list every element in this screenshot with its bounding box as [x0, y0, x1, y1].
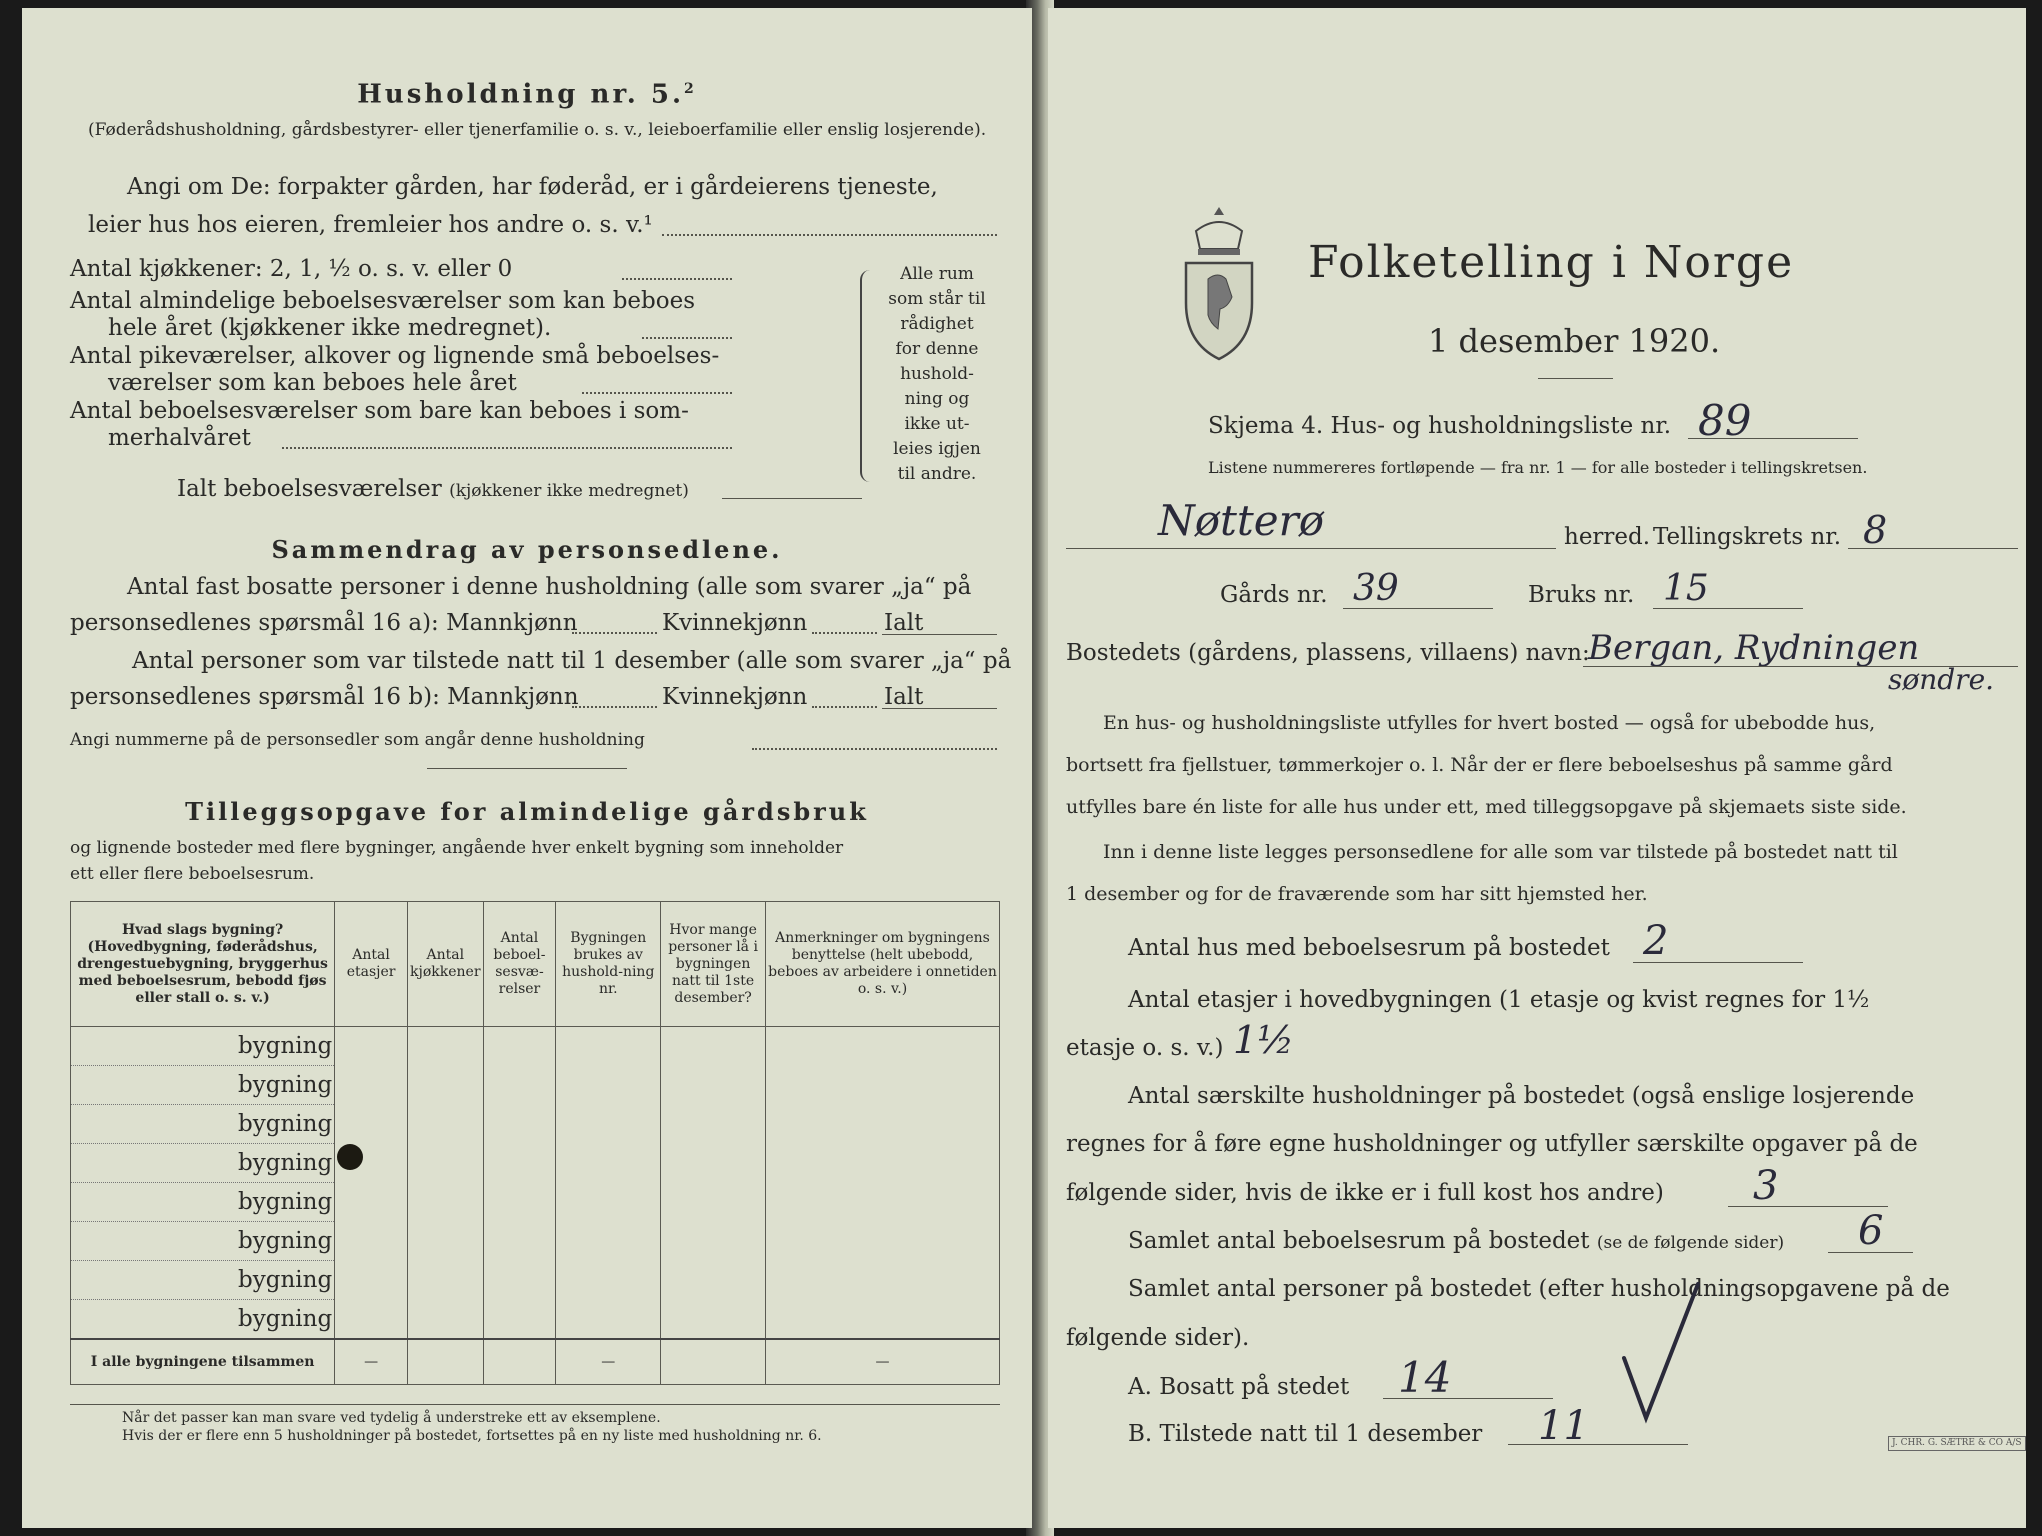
table-cell [408, 1105, 484, 1144]
tillegg-line-1: og lignende bosteder med flere bygninger, angående hver enkelt bygning som inneholder [70, 838, 844, 858]
table-cell [556, 1300, 661, 1340]
samlet-rum-label: Samlet antal beboelsesrum på bostedet (se de følgende sider) [1128, 1228, 1785, 1254]
table-row [71, 1027, 1000, 1066]
table-total-cell: — [765, 1339, 999, 1385]
tilstede-label: B. Tilstede natt til 1 desember [1128, 1421, 1483, 1447]
rooms-line-4: værelser som kan beboes hele året [108, 370, 517, 396]
bosted-label: Bostedets (gårdens, plassens, villaens) navn: [1066, 640, 1590, 666]
rooms-line-6: merhalvåret [108, 425, 251, 451]
table-cell [483, 1027, 556, 1066]
table-cell [335, 1222, 408, 1261]
footnote-1: Når det passer kan man svare ved tydelig å understreke ett av eksemplene. [122, 1410, 661, 1426]
table-cell [661, 1261, 766, 1300]
samlet-rum-value: 6 [1858, 1208, 1884, 1254]
brace-note-line: hushold- [900, 364, 974, 384]
table-row [71, 1066, 1000, 1105]
table-cell [661, 1027, 766, 1066]
table-cell: bygning [71, 1183, 335, 1222]
table-cell: bygning [71, 1261, 335, 1300]
table-cell [483, 1183, 556, 1222]
kvinne-label-1: Kvinnekjønn [662, 610, 808, 636]
table-cell [408, 1144, 484, 1183]
checkmark-icon [1618, 1278, 1708, 1428]
brace-note-line: til andre. [897, 464, 977, 484]
table-row [71, 1183, 1000, 1222]
table-cell [661, 1300, 766, 1340]
table-header-cell: Bygningen brukes av hushold-ning nr. [556, 902, 661, 1027]
table-total-cell: I alle bygningene tilsammen [71, 1339, 335, 1385]
bruks-value: 15 [1663, 568, 1709, 609]
table-cell [556, 1261, 661, 1300]
table-cell [765, 1300, 999, 1340]
household-title: Husholdning nr. 5.$^2$ [357, 79, 697, 110]
etasjer-line-2: etasje o. s. v.) [1066, 1035, 1224, 1061]
right-page [1048, 8, 2026, 1528]
household-intro: (Føderådshusholdning, gårdsbestyrer- eller tjenerfamilie o. s. v., leieboerfamilie eller enslig losjerende). [88, 120, 987, 140]
hus-label: Antal hus med beboelsesrum på bostedet [1128, 935, 1610, 961]
summary-line-2: personsedlenes spørsmål 16 a): Mannkjønn [70, 610, 578, 636]
summary-line-1: Antal fast bosatte personer i denne husholdning (alle som svarer „ja“ på [127, 574, 972, 600]
samlet-pers-line-2: følgende sider). [1066, 1325, 1250, 1351]
table-total-row [71, 1339, 1000, 1385]
skjema-label: Skjema 4. Hus- og husholdningsliste nr. [1208, 413, 1672, 439]
brace-note-line: rådighet [900, 314, 974, 334]
table-cell [483, 1066, 556, 1105]
table-total-cell: — [335, 1339, 408, 1385]
table-cell [661, 1222, 766, 1261]
table-header-cell: Hvor mange personer lå i bygningen natt til 1ste desember? [661, 902, 766, 1027]
brace-note [872, 262, 1002, 487]
printer-stamp: J. CHR. G. SÆTRE & CO A/S [1888, 1436, 2026, 1451]
table-cell [335, 1183, 408, 1222]
rooms-line-2: hele året (kjøkkener ikke medregnet). [108, 315, 552, 341]
table-cell [661, 1144, 766, 1183]
rooms-line-5: Antal beboelsesværelser som bare kan beboes i som- [70, 398, 689, 424]
table-cell [483, 1300, 556, 1340]
gards-value: 39 [1353, 568, 1399, 609]
table-cell [483, 1105, 556, 1144]
brace-note-line: ning og [904, 389, 970, 409]
table-cell [661, 1105, 766, 1144]
table-cell [661, 1066, 766, 1105]
left-page [22, 8, 1032, 1528]
bosted-value-2: søndre. [1888, 663, 1995, 696]
brace-note-line: leies igjen [893, 439, 981, 459]
table-row [71, 1105, 1000, 1144]
ask-line-2: leier hus hos eieren, fremleier hos andre o. s. v.¹ [88, 212, 653, 238]
table-header-cell: Antal beboel-sesvæ-relser [483, 902, 556, 1027]
census-title: Folketelling i Norge [1308, 237, 1795, 288]
hus-value: 2 [1643, 918, 1669, 964]
table-total-cell: — [556, 1339, 661, 1385]
gards-label: Gårds nr. [1220, 582, 1328, 608]
p2-line-2: 1 desember og for de fraværende som har sitt hjemsted her. [1066, 883, 1648, 905]
table-cell [556, 1066, 661, 1105]
table-cell: bygning [71, 1066, 335, 1105]
rooms-line-1: Antal almindelige beboelsesværelser som kan beboes [70, 288, 696, 314]
brace-note-line: ikke ut- [904, 414, 970, 434]
table-cell [483, 1222, 556, 1261]
bosted-value-1: Bergan, Rydningen [1588, 628, 1920, 668]
kvinne-label-2: Kvinnekjønn [662, 684, 808, 710]
table-cell: bygning [71, 1144, 335, 1183]
rooms-line-0: Antal kjøkkener: 2, 1, ½ o. s. v. eller 0 [70, 256, 513, 282]
census-date: 1 desember 1920. [1428, 322, 1721, 360]
table-row [71, 1261, 1000, 1300]
table-row [71, 1222, 1000, 1261]
tilstede-value: 11 [1538, 1403, 1589, 1449]
tillegg-line-2: ett eller flere beboelsesrum. [70, 864, 315, 884]
ink-blot [337, 1144, 363, 1170]
table-cell [556, 1183, 661, 1222]
footnote-2: Hvis der er flere enn 5 husholdninger på bostedet, fortsettes på en ny liste med husholdning nr. 6. [122, 1428, 822, 1444]
saer-line-1: Antal særskilte husholdninger på bostedet (også enslige losjerende [1128, 1083, 1915, 1109]
table-cell [661, 1183, 766, 1222]
saer-line-2: regnes for å føre egne husholdninger og utfyller særskilte opgaver på de [1066, 1131, 1918, 1157]
brace-note-line: for denne [895, 339, 979, 359]
herred-label: herred. [1564, 524, 1651, 550]
p1-line-1: En hus- og husholdningsliste utfylles for hvert bosted — også for ubebodde hus, [1103, 712, 1876, 734]
table-cell [765, 1027, 999, 1066]
table-cell [335, 1027, 408, 1066]
krets-label: Tellingskrets nr. [1653, 524, 1842, 550]
table-cell [765, 1183, 999, 1222]
list-number-value: 89 [1698, 396, 1752, 445]
bosatt-label: A. Bosatt på stedet [1128, 1374, 1350, 1400]
table-cell [408, 1261, 484, 1300]
table-cell [556, 1105, 661, 1144]
table-cell: bygning [71, 1300, 335, 1340]
table-header-cell: Hvad slags bygning? (Hovedbygning, føderådshus, drengestuebygning, bryggerhus med beboelsesrum, bebodd fjøs eller stall o. s. v.) [71, 902, 335, 1027]
table-cell [408, 1183, 484, 1222]
table-total-cell [483, 1339, 556, 1385]
table-cell [765, 1066, 999, 1105]
table-cell [556, 1027, 661, 1066]
rooms-line-3: Antal pikeværelser, alkover og lignende små beboelses- [70, 343, 720, 369]
building-table [70, 901, 1000, 1385]
brace-note-line: Alle rum [900, 264, 974, 284]
table-cell [556, 1222, 661, 1261]
listene-note: Listene nummereres fortløpende — fra nr. 1 — for alle bosteder i tellingskretsen. [1208, 458, 1868, 477]
krets-value: 8 [1863, 508, 1888, 552]
table-cell [765, 1222, 999, 1261]
bruks-label: Bruks nr. [1528, 582, 1635, 608]
table-cell [483, 1144, 556, 1183]
table-row [71, 1144, 1000, 1183]
p1-line-3: utfylles bare én liste for alle hus under ett, med tilleggsopgave på skjemaets siste side. [1066, 796, 1907, 818]
table-cell [765, 1144, 999, 1183]
angi-nummer: Angi nummerne på de personsedler som angår denne husholdning [70, 730, 645, 750]
p2-line-1: Inn i denne liste legges personsedlene for alle som var tilstede på bostedet natt til [1103, 841, 1898, 863]
table-header-cell: Antal kjøkkener [408, 902, 484, 1027]
etasjer-line-1: Antal etasjer i hovedbygningen (1 etasje og kvist regnes for 1½ [1128, 987, 1870, 1013]
ialt-label-1: Ialt [884, 610, 924, 636]
herred-value: Nøtterø [1158, 496, 1325, 545]
table-header-cell: Anmerkninger om bygningens benyttelse (helt ubebodd, beboes av arbeidere i onnetiden o. s. v.) [765, 902, 999, 1027]
table-cell [335, 1066, 408, 1105]
table-row [71, 1300, 1000, 1340]
brace-note-line: som står til [888, 289, 986, 309]
summary-line-4: personsedlenes spørsmål 16 b): Mannkjønn [70, 684, 579, 710]
table-cell [408, 1027, 484, 1066]
total-rooms-label: Ialt beboelsesværelser (kjøkkener ikke medregnet) [177, 476, 689, 502]
table-total-cell [408, 1339, 484, 1385]
saer-line-3: følgende sider, hvis de ikke er i full kost hos andre) [1066, 1180, 1664, 1206]
table-cell [408, 1300, 484, 1340]
samlet-pers-line-1: Samlet antal personer på bostedet (efter husholdningsopgavene på de [1128, 1276, 1950, 1302]
table-cell: bygning [71, 1027, 335, 1066]
table-cell [483, 1261, 556, 1300]
bosatt-value: 14 [1398, 1353, 1452, 1402]
table-cell [408, 1222, 484, 1261]
table-header-row [71, 902, 1000, 1027]
p1-line-2: bortsett fra fjellstuer, tømmerkojer o. l. Når der er flere beboelseshus på samme gård [1066, 754, 1893, 776]
saer-value: 3 [1753, 1163, 1779, 1209]
table-cell [408, 1066, 484, 1105]
ask-line-1: Angi om De: forpakter gården, har føderåd, er i gårdeierens tjeneste, [127, 174, 938, 200]
norwegian-coat-of-arms-icon [1178, 203, 1260, 363]
table-cell [765, 1105, 999, 1144]
table-cell [765, 1261, 999, 1300]
etasjer-value: 1½ [1233, 1018, 1295, 1062]
summary-line-3: Antal personer som var tilstede natt til 1 desember (alle som svarer „ja“ på [132, 648, 1012, 674]
table-cell [335, 1300, 408, 1340]
table-cell [335, 1105, 408, 1144]
tillegg-title: Tilleggsopgave for almindelige gårdsbruk [185, 797, 869, 826]
table-total-cell [661, 1339, 766, 1385]
ialt-label-2: Ialt [884, 684, 924, 710]
table-header-cell: Antal etasjer [335, 902, 408, 1027]
table-cell [556, 1144, 661, 1183]
table-cell: bygning [71, 1222, 335, 1261]
table-cell [335, 1261, 408, 1300]
summary-title: Sammendrag av personsedlene. [271, 535, 783, 564]
table-cell: bygning [71, 1105, 335, 1144]
